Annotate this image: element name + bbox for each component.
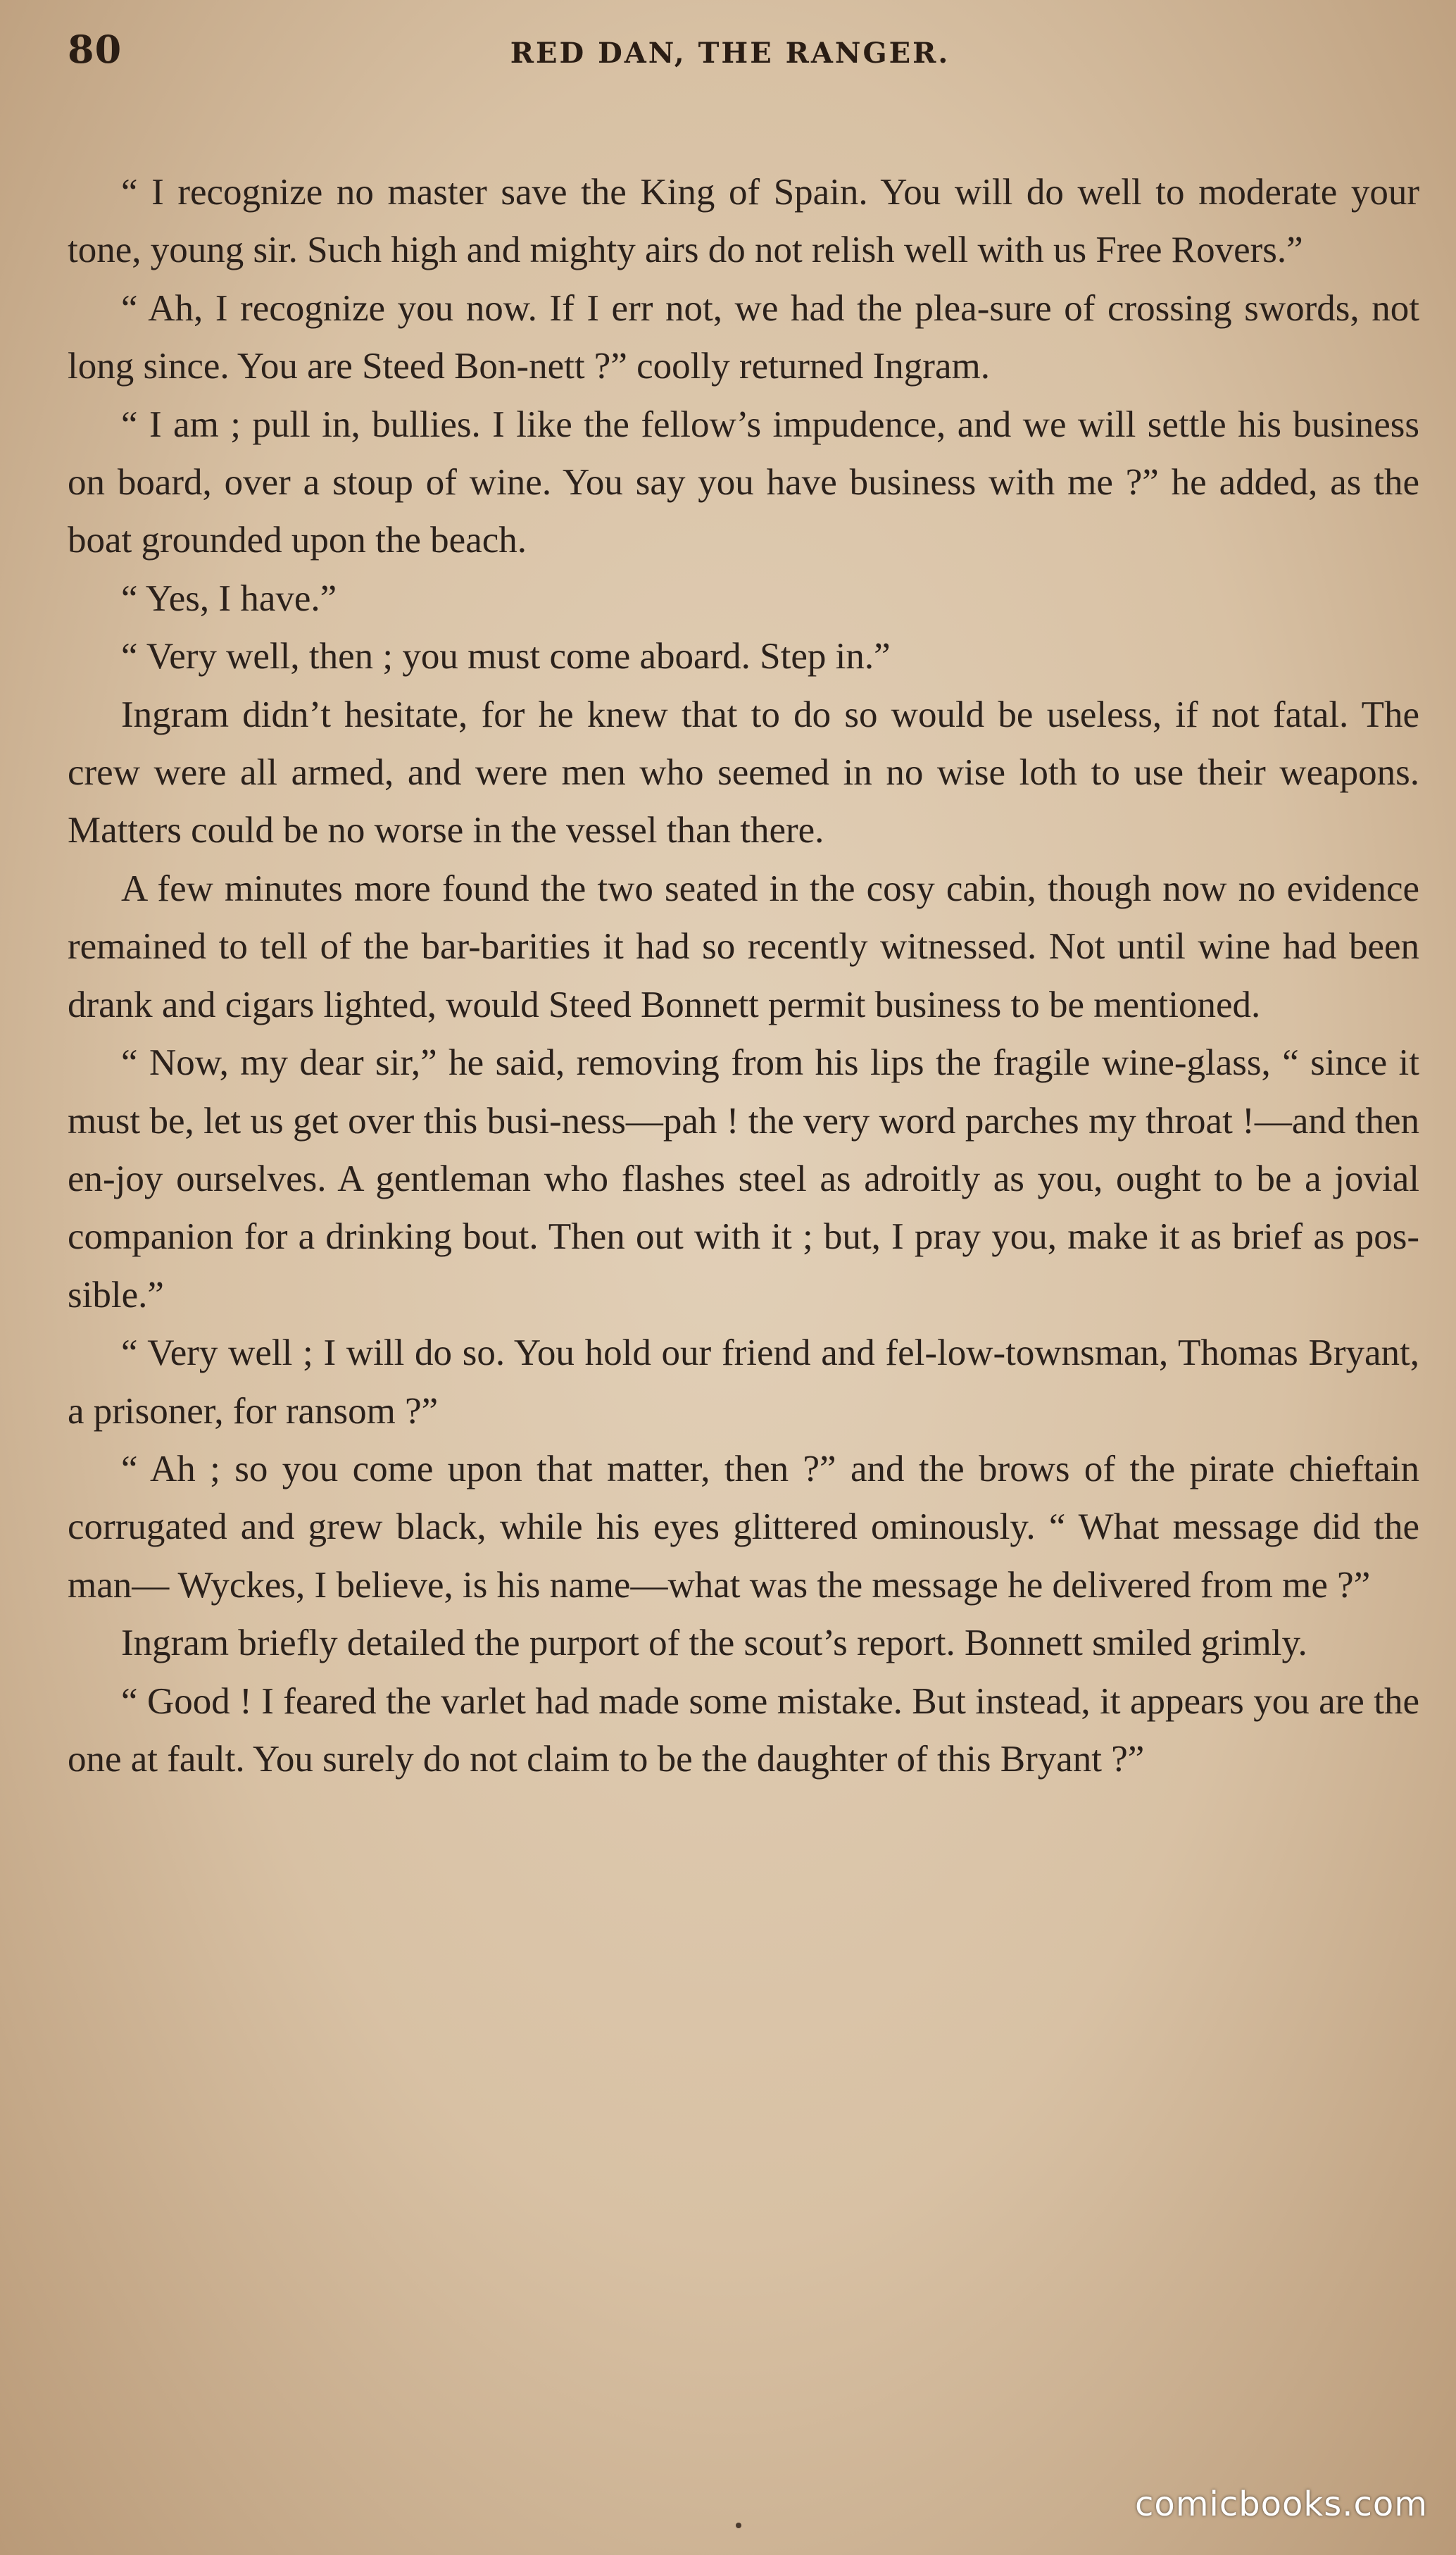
paragraph: Ingram didn’t hesitate, for he knew that to do so would be useless, if not fatal. The crew were all armed, and were men who seemed in no wise loth to use their weapons. Matters could be no worse in the vessel than there. (68, 694, 1419, 851)
running-head: RED DAN, THE RANGER. (510, 37, 950, 70)
page-number: 80 (68, 27, 123, 72)
print-mark (736, 2523, 741, 2528)
body-text (68, 163, 1419, 1788)
paragraph: “ Yes, I have.” (121, 577, 337, 619)
paragraph: “ Ah ; so you come upon that matter, then ?” and the brows of the pirate chieftain corrugated and grew black, while his eyes glittered ominously. “ What message did the man— Wyckes, I believe, is his name—what was the message he delivered from me ?” (68, 1448, 1419, 1606)
watermark: comicbooks.com (1134, 2485, 1428, 2524)
paragraph: “ Very well, then ; you must come aboard. Step in.” (121, 636, 891, 677)
paragraph: “ Now, my dear sir,” he said, removing from his lips the fragile wine-glass, “ since it must be, let us get over this busi-ness—pah ! the very word parches my throat !—and then en-joy ourselves. A gentleman who flashes steel as adroitly as you, ought to be a jovial companion for a drinking bout. Then out with it ; but, I pray you, make it as brief as pos-sible.” (68, 1042, 1419, 1316)
paragraph: “ Ah, I recognize you now. If I err not, we had the plea-sure of crossing swords, not long since. You are Steed Bon-nett ?” coolly returned Ingram. (68, 287, 1419, 387)
paragraph: “ I recognize no master save the King of Spain. You will do well to moderate your tone, young sir. Such high and mighty airs do not relish well with us Free Rovers.” (68, 172, 1419, 271)
paragraph: “ Good ! I feared the varlet had made some mistake. But instead, it appears you are the one at fault. You surely do not claim to be the daughter of this Bryant ?” (68, 1680, 1419, 1780)
paragraph: “ Very well ; I will do so. You hold our friend and fel-low-townsman, Thomas Bryant, a prisoner, for ransom ?” (68, 1332, 1419, 1432)
paragraph: A few minutes more found the two seated in the cosy cabin, though now no evidence remained to tell of the bar-barities it had so recently witnessed. Not until wine had been drank and cigars lighted, would Steed Bonnett permit business to be mentioned. (68, 868, 1419, 1025)
paragraph: Ingram briefly detailed the purport of the scout’s report. Bonnett smiled grimly. (121, 1623, 1307, 1664)
paragraph: “ I am ; pull in, bullies. I like the fellow’s impudence, and we will settle his business on board, over a stoup of wine. You say you have business with me ?” he added, as the boat grounded upon the beach. (68, 404, 1419, 561)
page-header (68, 27, 1393, 104)
